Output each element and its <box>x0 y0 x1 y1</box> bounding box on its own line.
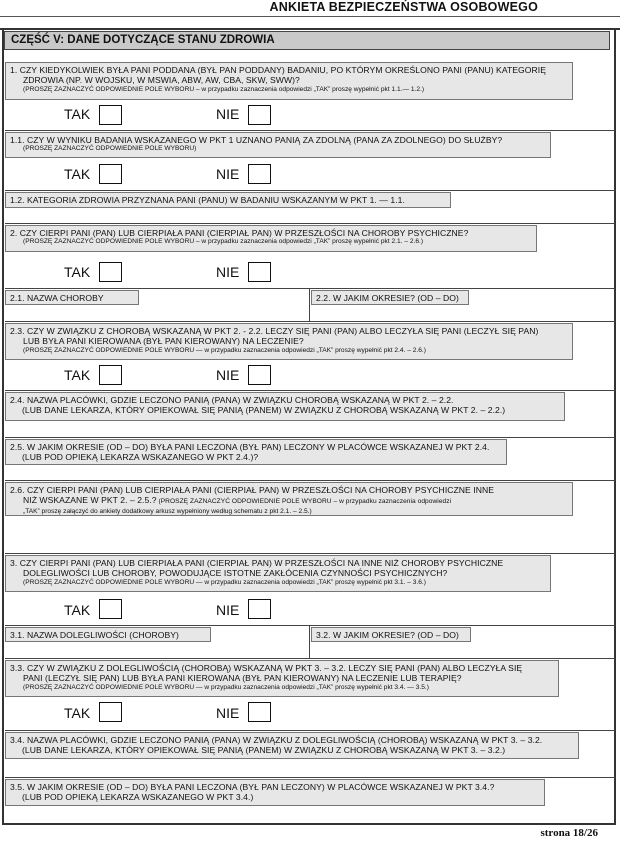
q2-no-label: NIE <box>216 264 240 280</box>
q3-3-yes-label: TAK <box>64 705 91 721</box>
q3-yes-checkbox[interactable] <box>99 599 122 619</box>
divider <box>5 288 615 289</box>
q3-3-no-label: NIE <box>216 705 240 721</box>
question-2-2: 2.2. W JAKIM OKRESIE? (OD – DO) <box>311 290 469 305</box>
q2-3-no-label: NIE <box>216 367 240 383</box>
q2-no-checkbox[interactable] <box>248 262 271 282</box>
q2-3-yes-label: TAK <box>64 367 91 383</box>
section-title: CZĘŚĆ V: DANE DOTYCZĄCE STANU ZDROWIA <box>4 31 610 50</box>
divider <box>5 190 615 191</box>
question-3-1: 3.1. NAZWA DOLEGLIWOŚCI (CHOROBY) <box>5 627 211 642</box>
question-3-5: 3.5. W JAKIM OKRESIE (OD – DO) BYŁA PANI LECZONA (BYŁ PAN LECZONY) W PLACÓWCE WSKAZANEJ W PKT 3.4.? (LUB POD OPIEKĄ LEKARZA WSKAZANEGO W PKT 3.4.) <box>5 779 545 806</box>
question-1: 1. CZY KIEDYKOLWIEK BYŁA PANI PODDANA (BYŁ PAN PODDANY) BADANIU, PO KTÓRYM OKREŚLONO PANI (PANU) KATEGORIĘ ZDROWIA (NP. W WOJSKU, W MSWIA, ABW, AW, CBA, SKW, SWW)? (PROSZĘ ZAZNACZYĆ ODPOWIEDNIE POLE WYBORU – w przypadku zaznaczenia odpowiedzi „TAK” proszę wypełnić pkt 1.1.— 1.2.) <box>5 62 573 100</box>
divider <box>5 730 615 731</box>
q1-1-yes-label: TAK <box>64 166 91 182</box>
q1-yes-checkbox[interactable] <box>99 105 122 125</box>
question-2-4: 2.4. NAZWA PLACÓWKI, GDZIE LECZONO PANIĄ (PANA) W ZWIĄZKU CHOROBĄ WSKAZANĄ W PKT 2. – 2.2. (LUB DANE LEKARZA, KTÓRY OPIEKOWAŁ SIĘ PANIĄ (PANEM) W ZWIĄZKU Z CHOROBĄ WSKAZANĄ W PKT 2. – 2.2.) <box>5 392 565 421</box>
question-1-1: 1.1. CZY W WYNIKU BADANIA WSKAZANEGO W PKT 1 UZNANO PANIĄ ZA ZDOLNĄ (PANA ZA ZDOLNEGO) DO SŁUŻBY? (PROSZĘ ZAZNACZYĆ ODPOWIEDNIE POLE WYBORU) <box>5 132 551 158</box>
question-3-4: 3.4. NAZWA PLACÓWKI, GDZIE LECZONO PANIĄ (PANA) W ZWIĄZKU Z DOLEGLIWOŚCIĄ (CHOROBĄ) WSKAZANĄ W PKT 3. – 3.2. (LUB DANE LEKARZA, KTÓRY OPIEKOWAŁ SIĘ PANIĄ (PANEM) W ZWIĄZKU Z CHOROBĄ WSKAZANĄ W PKT 3. – 3.2.) <box>5 732 579 759</box>
q1-no-label: NIE <box>216 106 240 122</box>
column-divider <box>309 288 310 321</box>
divider <box>5 480 615 481</box>
page-number: strona 18/26 <box>540 827 598 839</box>
divider <box>5 658 615 659</box>
q2-3-yes-checkbox[interactable] <box>99 365 122 385</box>
q1-1-no-label: NIE <box>216 166 240 182</box>
question-2-1: 2.1. NAZWA CHOROBY <box>5 290 139 305</box>
q3-3-no-checkbox[interactable] <box>248 702 271 722</box>
header-rule <box>0 16 620 17</box>
question-2-6: 2.6. CZY CIERPI PANI (PAN) LUB CIERPIAŁA PANI (CIERPIAŁ PAN) W PRZESZŁOŚCI NA CHOROBY PSYCHICZNE INNE NIŻ WSKAZANE W PKT 2. – 2.5.? (PROSZĘ ZAZNACZYĆ ODPOWIEDNIE POLE WYBORU – w przypadku zaznaczenia odpowiedzi „TAK” proszę załączyć do ankiety dodatkowy arkusz wypełniony według schematu z pkt 2.1. – 2.5.) <box>5 482 573 516</box>
divider <box>5 625 615 626</box>
q3-no-label: NIE <box>216 602 240 618</box>
divider <box>5 223 615 224</box>
divider <box>5 390 615 391</box>
question-2-3: 2.3. CZY W ZWIĄZKU Z CHOROBĄ WSKAZANĄ W PKT 2. - 2.2. LECZY SIĘ PANI (PAN) ALBO LECZYŁA SIĘ PANI (LECZYŁ SIĘ PAN) LUB BYŁA PANI KIEROWANA (BYŁ PAN KIEROWANY) NA LECZENIE? (PROSZĘ ZAZNACZYĆ ODPOWIEDNIE POLE WYBORU — w przypadku zaznaczenia odpowiedzi „TAK” proszę wypełnić pkt 2.4. – 2.6.) <box>5 323 573 360</box>
answer-1-2-field[interactable] <box>5 209 605 222</box>
q1-1-yes-checkbox[interactable] <box>99 164 122 184</box>
q1-1-no-checkbox[interactable] <box>248 164 271 184</box>
divider <box>5 321 615 322</box>
divider <box>5 130 615 131</box>
q2-yes-label: TAK <box>64 264 91 280</box>
question-3-2: 3.2. W JAKIM OKRESIE? (OD – DO) <box>311 627 471 642</box>
divider <box>5 437 615 438</box>
divider <box>5 777 615 778</box>
question-1-2: 1.2. KATEGORIA ZDROWIA PRZYZNANA PANI (PANU) W BADANIU WSKAZANYM W PKT 1. — 1.1. <box>5 192 451 208</box>
question-2-5: 2.5. W JAKIM OKRESIE (OD – DO) BYŁA PANI LECZONA (BYŁ PAN) LECZONY W PLACÓWCE WSKAZANEJ W PKT 2.4. (LUB POD OPIEKĄ LEKARZA WSKAZANEGO W PKT 2.4.)? <box>5 439 507 465</box>
q1-yes-label: TAK <box>64 106 91 122</box>
q3-yes-label: TAK <box>64 602 91 618</box>
q2-3-no-checkbox[interactable] <box>248 365 271 385</box>
question-2: 2. CZY CIERPI PANI (PAN) LUB CIERPIAŁA PANI (CIERPIAŁ PAN) W PRZESZŁOŚCI NA CHOROBY PSYCHICZNE? (PROSZĘ ZAZNACZYĆ ODPOWIEDNIE POLE WYBORU – w przypadku zaznaczenia odpowiedzi „TAK” proszę wypełnić pkt 2.1. – 2.6.) <box>5 225 537 252</box>
column-divider <box>309 625 310 658</box>
document-title: ANKIETA BEZPIECZEŃSTWA OSOBOWEGO <box>269 0 538 14</box>
q2-yes-checkbox[interactable] <box>99 262 122 282</box>
q1-no-checkbox[interactable] <box>248 105 271 125</box>
q3-no-checkbox[interactable] <box>248 599 271 619</box>
q3-3-yes-checkbox[interactable] <box>99 702 122 722</box>
divider <box>5 553 615 554</box>
question-3-3: 3.3. CZY W ZWIĄZKU Z DOLEGLIWOŚCIĄ (CHOROBĄ) WSKAZANĄ W PKT 3. – 3.2. LECZY SIĘ PANI (PAN) ALBO LECZYŁA SIĘ PANI (LECZYŁ SIĘ PAN) LUB BYŁA PANI KIEROWANA (BYŁ PAN KIEROWANY) NA LECZENIE LUB TERAPIĘ? (PROSZĘ ZAZNACZYĆ ODPOWIEDNIE POLE WYBORU — w przypadku zaznaczenia odpowiedzi „TAK” proszę wypełnić pkt 3.4. — 3.5.) <box>5 660 559 697</box>
question-3: 3. CZY CIERPI PANI (PAN) LUB CIERPIAŁA PANI (CIERPIAŁ PAN) W PRZESZŁOŚCI NA INNE NIŻ CHOROBY PSYCHICZNE DOLEGLIWOŚCI LUB CHOROBY, POWODUJĄCE ISTOTNE ZAKŁÓCENIA CZYNNOŚCI PSYCHICZNYCH? (PROSZĘ ZAZNACZYĆ ODPOWIEDNIE POLE WYBORU — w przypadku zaznaczenia odpowiedzi „TAK” proszę wypełnić pkt 3.1. – 3.6.) <box>5 555 551 592</box>
